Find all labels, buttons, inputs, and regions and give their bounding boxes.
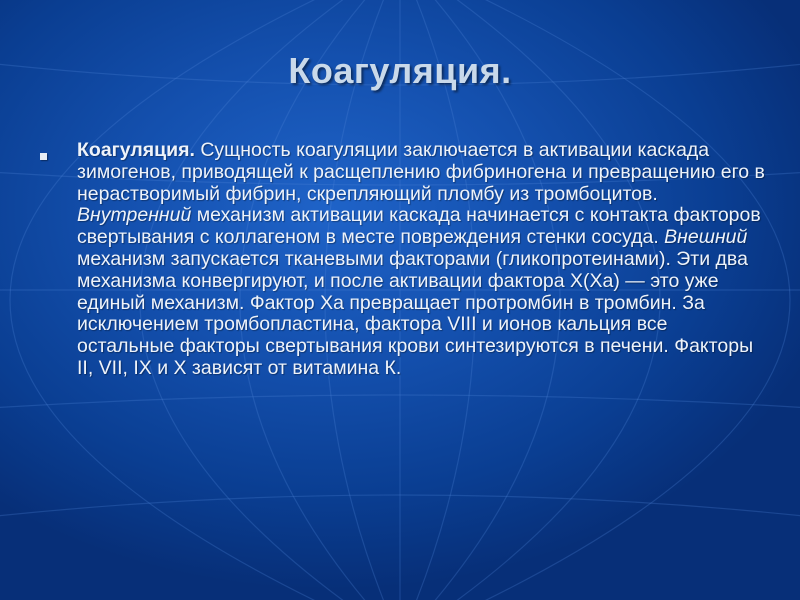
paragraph-em-internal: Внутренний bbox=[77, 204, 192, 227]
paragraph-em-external: Внешний bbox=[664, 226, 748, 249]
slide-title: Коагуляция. bbox=[288, 50, 512, 91]
bullet-paragraph bbox=[77, 140, 767, 380]
paragraph-text-2: механизм активации каскада начинается с контакта факторов свертывания с коллагеном в месте повреждения стенки сосуда. bbox=[77, 204, 761, 249]
square-bullet-icon bbox=[40, 153, 47, 160]
paragraph-lead: Коагуляция. bbox=[77, 139, 195, 161]
paragraph-text-3: механизм запускается тканевыми факторами (гликопротеинами). Эти два механизма конвергируют, и после активации фактора X(Xa) — это уже единый механизм. Фактор Xa превращает протромбин в тромбин. За исключением тромбопластина, фактора VIII и ионов кальция все остальные факторы свертывания крови синтезируются в печени. Факторы II, VII, IX и X зависят от витамина К. bbox=[77, 247, 754, 379]
paragraph-text-1: Сущность коагуляции заключается в активации каскада зимогенов, приводящей к расщеплению фибриногена и превращению его в нерастворимый фибрин, скрепляющий пломбу из тромбоцитов. bbox=[77, 139, 765, 205]
